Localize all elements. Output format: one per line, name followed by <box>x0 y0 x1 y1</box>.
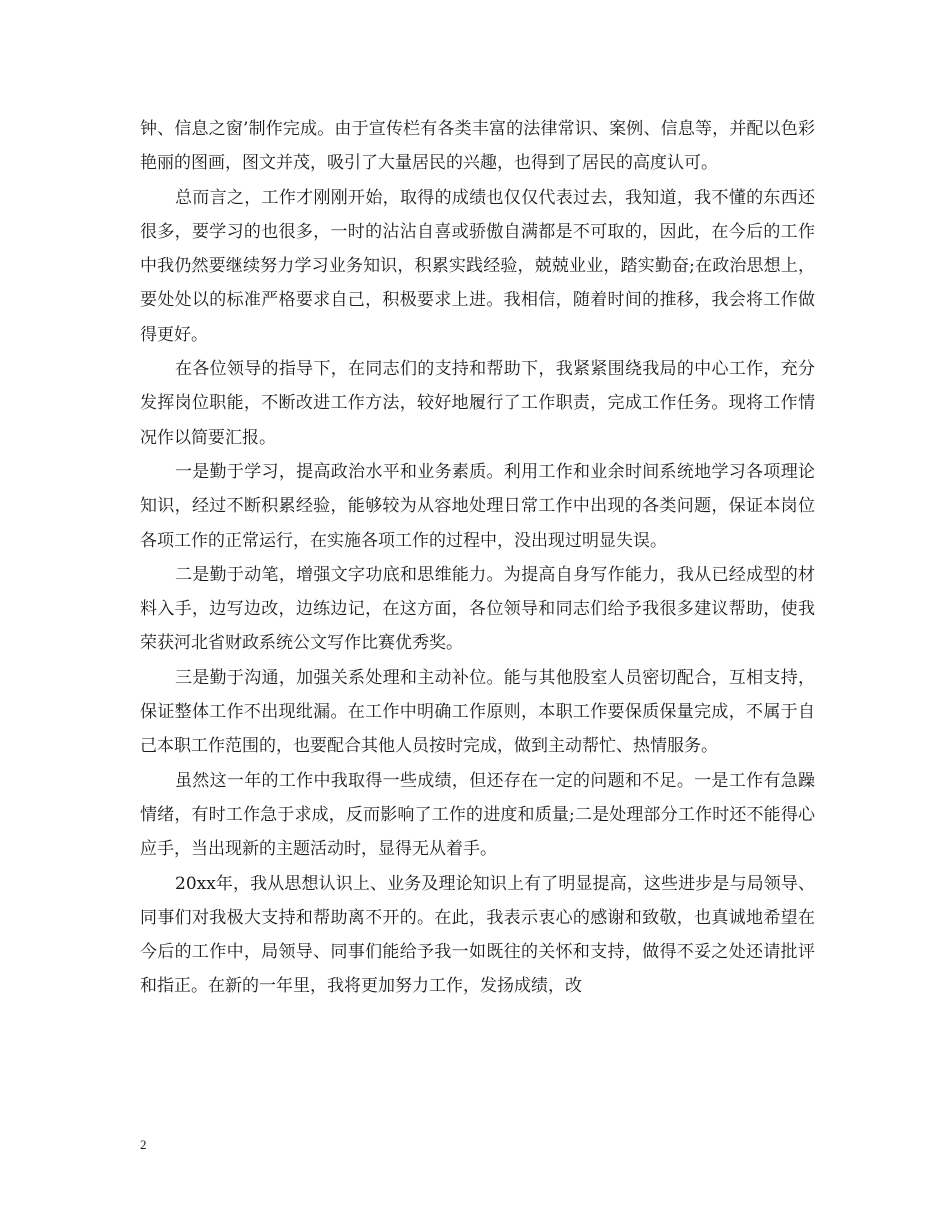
paragraph-4: 一是勤于学习，提高政治水平和业务素质。利用工作和业余时间系统地学习各项理论知识，经过不断积累经验，能够较为从容地处理日常工作中出现的各类问题，保证本岗位各项工作的正常运行，在实施各项工作的过程中，没出现过明显失误。 <box>140 461 815 551</box>
paragraph-5: 二是勤于动笔，增强文字功底和思维能力。为提高自身写作能力，我从已经成型的材料入手，边写边改，边练边记，在这方面，各位领导和同志们给予我很多建议帮助，使我荣获河北省财政系统公文写作比赛优秀奖。 <box>140 564 815 654</box>
paragraph-6: 三是勤于沟通，加强关系处理和主动补位。能与其他股室人员密切配合，互相支持，保证整体工作不出现纰漏。在工作中明确工作原则，本职工作要保质保量完成，不属于自己本职工作范围的，也要配合其他人员按时完成，做到主动帮忙、热情服务。 <box>140 667 815 757</box>
document-body <box>140 112 815 1004</box>
paragraph-1: 钟、信息之窗’制作完成。由于宣传栏有各类丰富的法律常识、案例、信息等，并配以色彩艳丽的图画，图文并茂，吸引了大量居民的兴趣，也得到了居民的高度认可。 <box>140 119 815 174</box>
page-number: 2 <box>140 1137 147 1152</box>
paragraph-2: 总而言之，工作才刚刚开始，取得的成绩也仅仅代表过去，我知道，我不懂的东西还很多，要学习的也很多，一时的沾沾自喜或骄傲自满都是不可取的，因此，在今后的工作中我仍然要继续努力学习业务知识，积累实践经验，兢兢业业，踏实勤奋;在政治思想上，要处处以的标准严格要求自己，积极要求上进。我相信，随着时间的推移，我会将工作做得更好。 <box>140 187 815 345</box>
paragraph-7: 虽然这一年的工作中我取得一些成绩，但还存在一定的问题和不足。一是工作有急躁情绪，有时工作急于求成，反而影响了工作的进度和质量;二是处理部分工作时还不能得心应手，当出现新的主题活动时，显得无从着手。 <box>140 770 815 860</box>
paragraph-3: 在各位领导的指导下，在同志们的支持和帮助下，我紧紧围绕我局的中心工作，充分发挥岗位职能，不断改进工作方法，较好地履行了工作职责，完成工作任务。现将工作情况作以简要汇报。 <box>140 359 815 448</box>
paragraph-8: 20xx年，我从思想认识上、业务及理论知识上有了明显提高，这些进步是与局领导、同事们对我极大支持和帮助离不开的。在此，我表示衷心的感谢和致敬，也真诚地希望在今后的工作中，局领导、同事们能给予我一如既往的关怀和支持，做得不妥之处还请批评和指正。在新的一年里，我将更加努力工作，发扬成绩，改 <box>140 873 815 997</box>
